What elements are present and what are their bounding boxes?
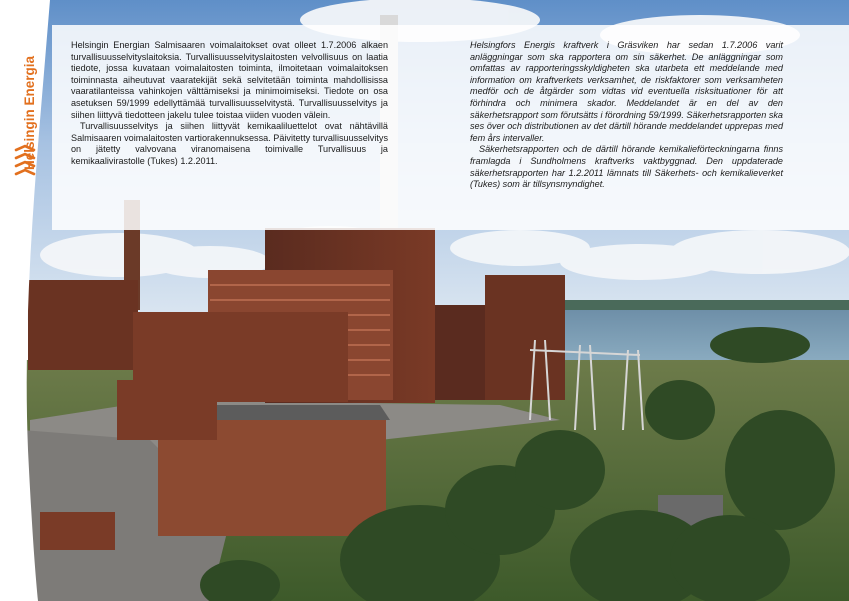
building-small bbox=[40, 512, 115, 550]
flame-logo-icon bbox=[12, 144, 38, 180]
building-left bbox=[117, 380, 217, 440]
swedish-text-column bbox=[470, 40, 783, 191]
brand-name-text: Helsingin Energia bbox=[22, 55, 37, 170]
finnish-paragraph-1: Helsingin Energian Salmisaaren voimalaitokset ovat olleet 1.7.2006 alkaen turvallisuusselvityslaitoksia. Turvallisuusselvityslaitosten velvollisuus on laatia tiedote, jossa kuvataan voimalaitosten toiminta, ilmoitetaan voimalaitoksen toiminnasta aiheutuvat vaaratekijät sekä selvitetään toiminta mahdollisissa vaaratilanteissa vahinkojen välttämiseksi ja minimoimiseksi. Tiedote on osa asetuksen 59/1999 edellyttämää turvallisuusselvitystä. Turvallisuusselvitys ja siihen liittyvä tiedotteen jakelu tulee toistaa viiden vuoden välein. bbox=[71, 40, 388, 120]
swedish-paragraph-1: Helsingfors Energis kraftverk i Gräsviken har sedan 1.7.2006 varit anläggningar som ska rapportera om sin säkerhet. De anläggningar som omfattas av rapporteringsskyldigheten ska utarbeta ett meddelande med information om kraftverkets verksamhet, de riskfaktorer som verksamheten medför och de åtgärder som vidtas vid eventuella risksituationer för att förhindra och minimera skador. Meddelandet är en del av den säkerhetsrapport som förutsätts i förordning 59/1999. Säkerhetsrapporten ska ses över och distributionen av det därtill hörande meddelandet upprepas med fem års intervaller. bbox=[470, 40, 783, 143]
brand-logo bbox=[6, 22, 46, 182]
plant-right-block bbox=[435, 305, 490, 400]
plant-silo bbox=[485, 275, 565, 400]
finnish-paragraph-2: Turvallisuusselvitys ja siihen liittyvät kemikaaliluettelot ovat nähtävillä Salmisaaren voimalaitosten vartiorakennuksessa. Päivitetty turvallisuusselvitys on jätetty valvovana viranomaisena toimivalle Turvallisuus ja kemikaalivirastolle (Tukes) 1.2.2011. bbox=[71, 121, 388, 166]
swedish-paragraph-2: Säkerhetsrapporten och de därtill hörande kemikalieförteckningarna finns framlagda i Sundholmens kraftverks vaktbyggnad. Den uppdaterade säkerhetsrapporten har 1.2.2011 lämnats till Säkerhets- och kemikalieverket (Tukes) som är tillsynsmyndighet. bbox=[470, 144, 783, 190]
finnish-text-column bbox=[71, 40, 388, 168]
